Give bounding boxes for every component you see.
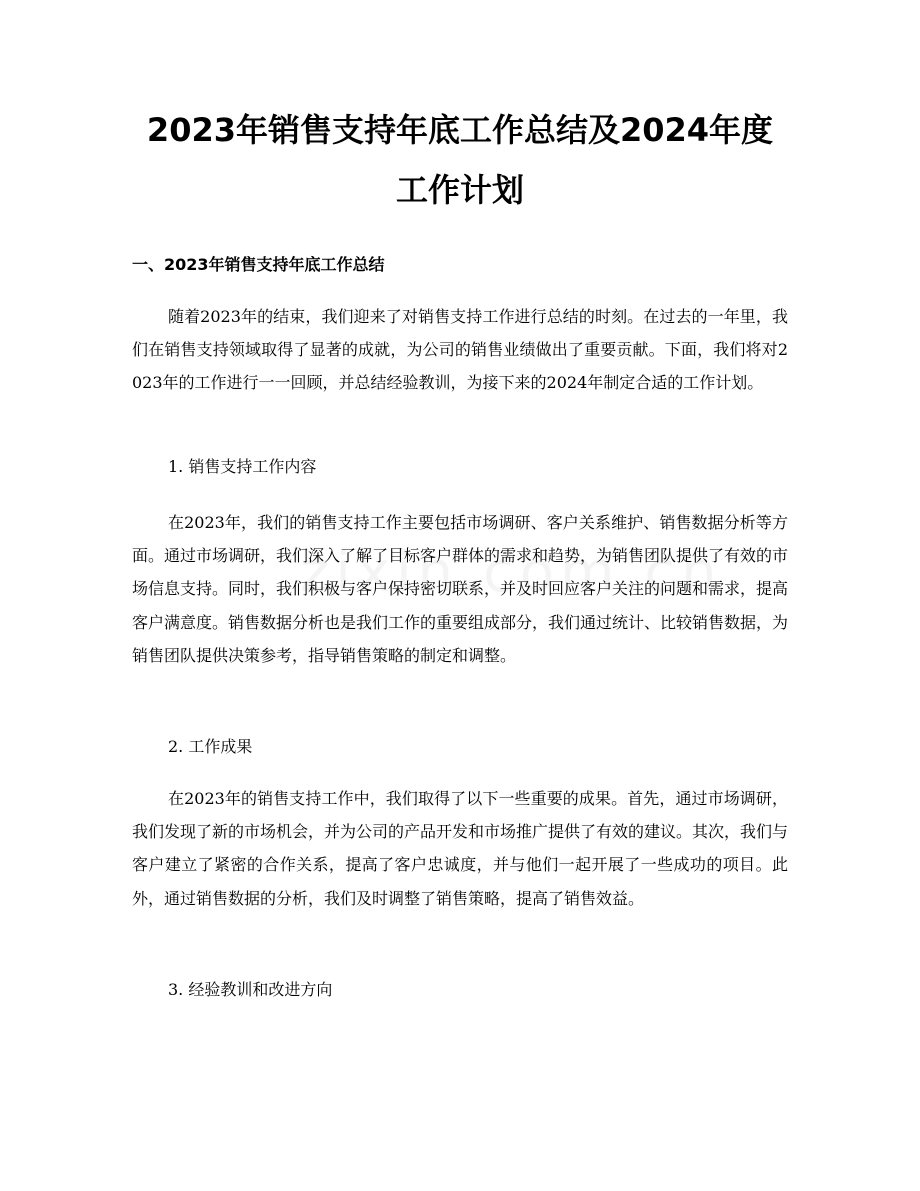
subheading-work-results: 2. 工作成果 — [168, 737, 253, 756]
section-heading: 一、2023年销售支持年底工作总结 — [132, 255, 385, 274]
document-title-line-2: 工作计划 — [395, 171, 524, 209]
subheading-lessons: 3. 经验教训和改进方向 — [168, 980, 333, 999]
paragraph-work-results: 在2023年的销售支持工作中，我们取得了以下一些重要的成果。首先，通过市场调研，我们发现了新的市场机会，并为公司的产品开发和市场推广提供了有效的建议。其次，我们与客户建立了紧密的合作关系，提高了客户忠诚度，并与他们一起开展了一些成功的项目。此外，通过销售数据的分析，我们及时调整了销售策略，提高了销售效益。 — [132, 789, 789, 908]
document-title-line-1: 2023年销售支持年底工作总结及2024年度 — [146, 111, 774, 149]
document-title — [100, 100, 820, 220]
paragraph-work-content: 在2023年，我们的销售支持工作主要包括市场调研、客户关系维护、销售数据分析等方面。通过市场调研，我们深入了解了目标客户群体的需求和趋势，为销售团队提供了有效的市场信息支持。同时，我们积极与客户保持密切联系，并及时回应客户关注的问题和需求，提高客户满意度。销售数据分析也是我们工作的重要组成部分，我们通过统计、比较销售数据，为销售团队提供决策参考，指导销售策略的制定和调整。 — [132, 513, 789, 665]
subheading-work-content: 1. 销售支持工作内容 — [168, 457, 317, 476]
intro-paragraph: 随着2023年的结束，我们迎来了对销售支持工作进行总结的时刻。在过去的一年里，我们在销售支持领域取得了显著的成就，为公司的销售业绩做出了重要贡献。下面，我们将对2023年的工作进行一一回顾，并总结经验教训，为接下来的2024年制定合适的工作计划。 — [132, 307, 788, 393]
